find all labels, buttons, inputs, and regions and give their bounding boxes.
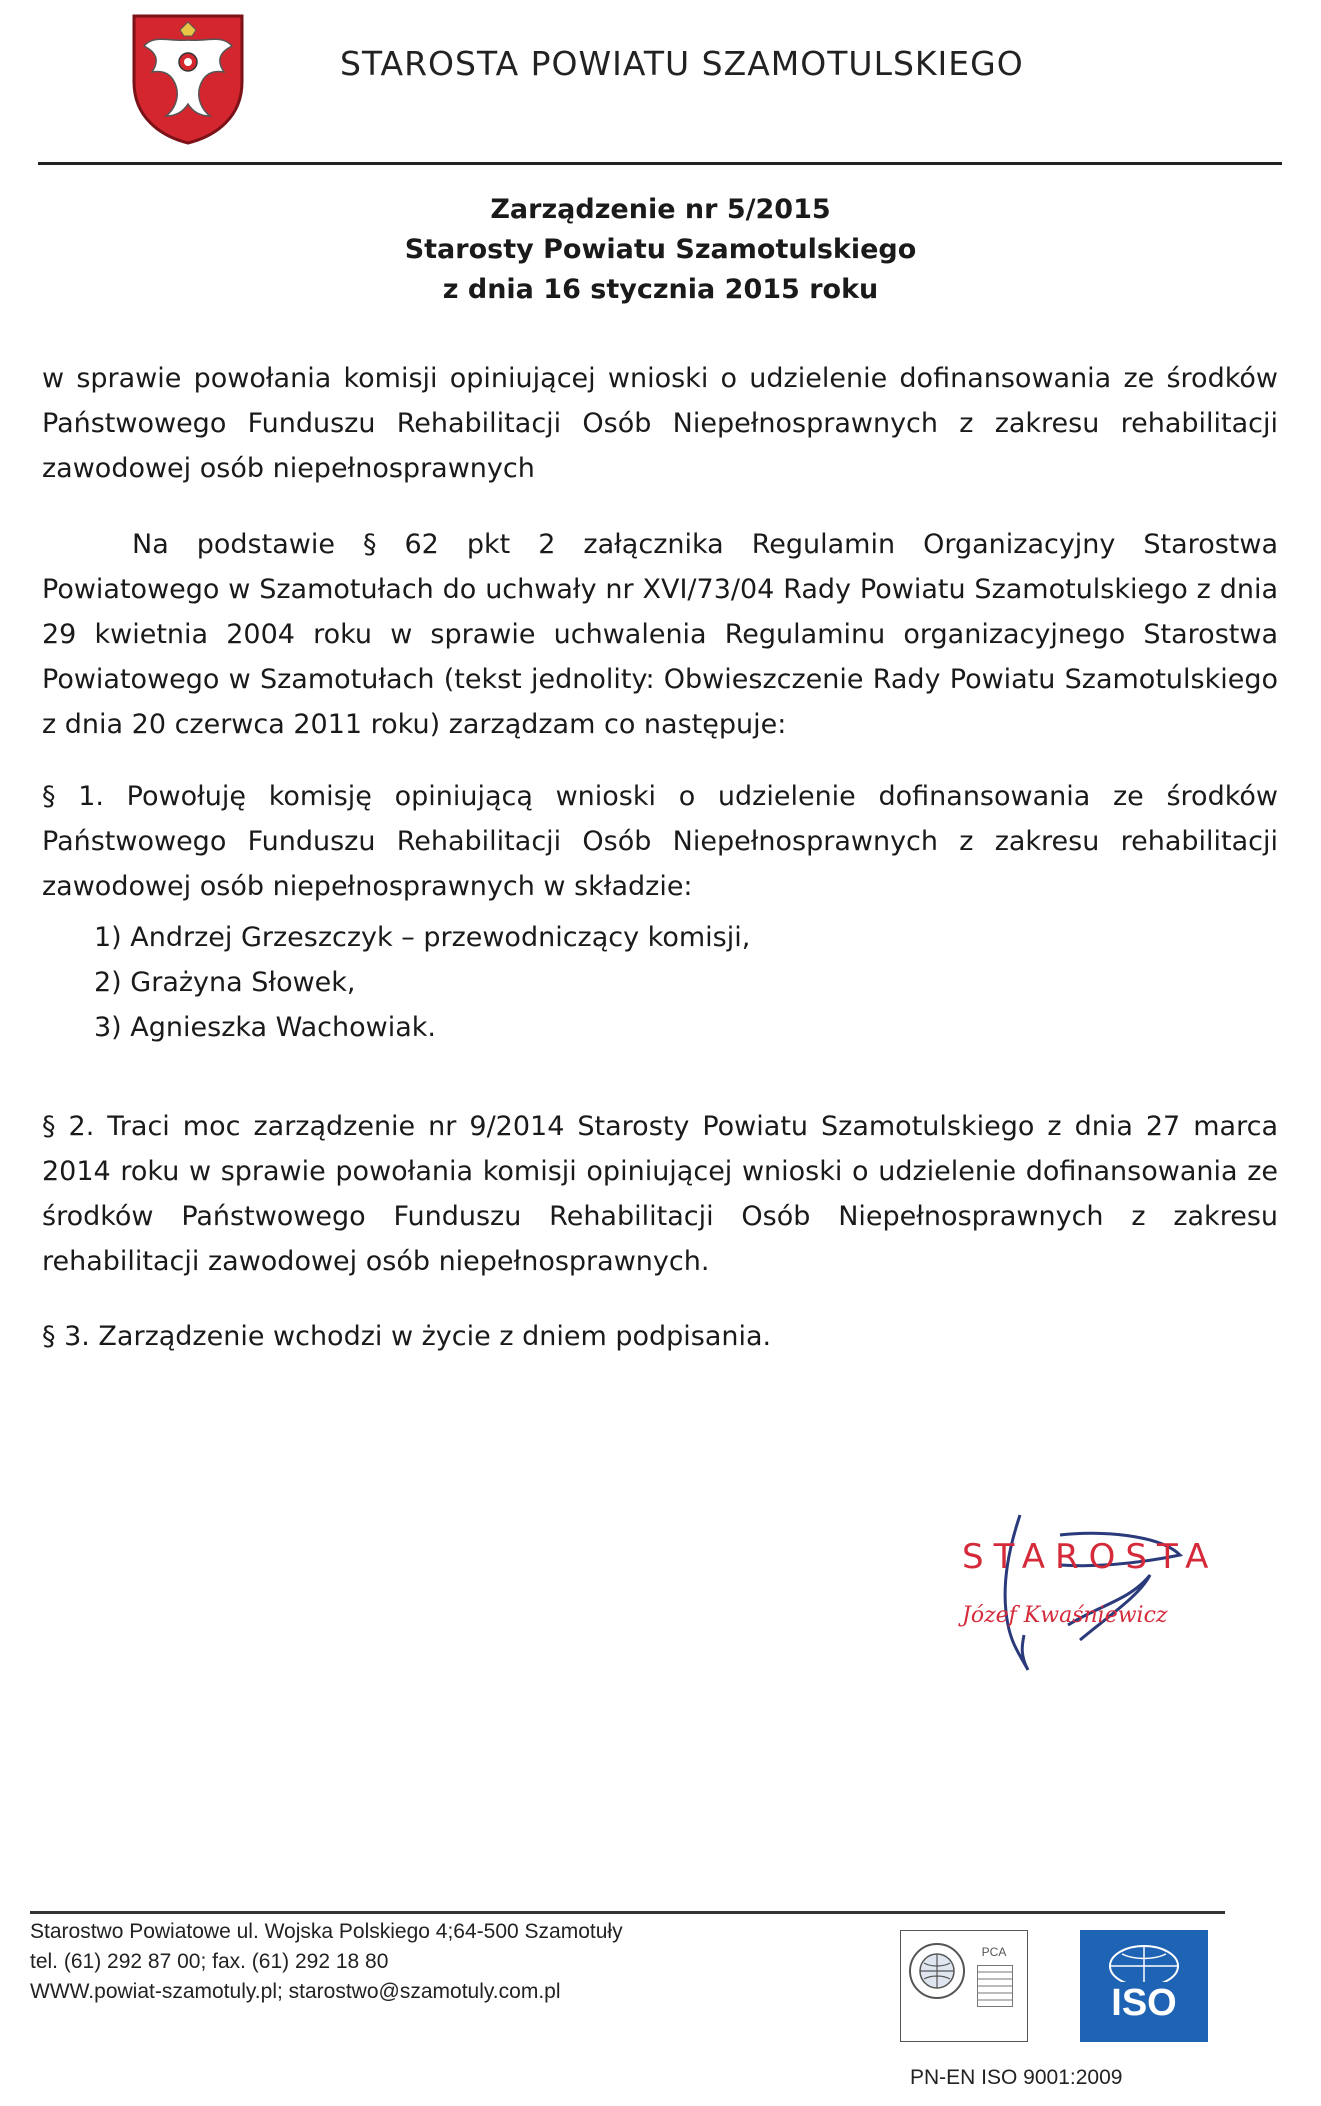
document-title: Zarządzenie nr 5/2015 [490,194,831,225]
member-item: 3) Agnieszka Wachowiak. [94,1012,436,1043]
certification-caption: PN-EN ISO 9001:2009 [910,2066,1123,2089]
document-preamble: Na podstawie § 62 pkt 2 załącznika Regulamin Organizacyjny Starostwa Powiatowego w Szamotułach do uchwały nr XVI/73/04 Rady Powiatu Szamotulskiego z dnia 29 kwietnia 2004 roku w sprawie uchwalenia Regulaminu organizacyjnego Starostwa Powiatowego w Szamotułach (tekst jednolity: Obwieszczenie Rady Powiatu Szamotulskiego z dnia 20 czerwca 2011 roku) zarządzam co następuje: [42,529,1278,740]
document-issuer: Starosty Powiatu Szamotulskiego [404,234,917,265]
document-subject: w sprawie powołania komisji opiniującej wnioski o udzielenie dofinansowania ze środków Państwowego Funduszu Rehabilitacji Osób Niepełnosprawnych z zakresu rehabilitacji zawodowej osób niepełnosprawnych [42,363,1278,484]
pca-certificate-logo [900,1930,1028,2042]
globe-icon [1104,1936,1184,1982]
section-1: § 1. Powołuję komisję opiniującą wnioski o udzielenie dofinansowania ze środków Państwowego Funduszu Rehabilitacji Osób Niepełnosprawnych z zakresu rehabilitacji zawodowej osób niepełnosprawnych w składzie: [42,781,1278,902]
section-2: § 2. Traci moc zarządzenie nr 9/2014 Starosty Powiatu Szamotulskiego z dnia 27 marca 2014 roku w sprawie powołania komisji opiniującej wnioski o udzielenie dofinansowania ze środków Państwowego Funduszu Rehabilitacji Osób Niepełnosprawnych z zakresu rehabilitacji zawodowej osób niepełnosprawnych. [42,1111,1278,1277]
footer-phone: tel. (61) 292 87 00; fax. (61) 292 18 80 [30,1950,389,1973]
globe-seal-icon [907,1941,967,2001]
iso-label: ISO [1111,1982,1177,2024]
pca-mark-icon [977,1965,1013,2007]
pca-label: PCA [981,1945,1007,1959]
document-date: z dnia 16 stycznia 2015 roku [442,274,879,305]
coat-of-arms-icon [130,12,246,146]
signature-stamp [950,1505,1250,1680]
handwritten-signature-icon [950,1505,1250,1680]
header-divider [38,162,1282,165]
footer-web-email: WWW.powiat-szamotuly.pl; starostwo@szamotuly.com.pl [30,1980,561,2003]
member-item: 1) Andrzej Grzeszczyk – przewodniczący komisji, [94,922,751,953]
stamp-name: Józef Kwaśniewicz [962,1603,1168,1628]
stamp-title: STAROSTA [962,1537,1219,1577]
header-title: STAROSTA POWIATU SZAMOTULSKIEGO [340,44,1024,83]
iso-logo [1080,1930,1208,2042]
footer-address: Starostwo Powiatowe ul. Wojska Polskiego 4;64-500 Szamotuły [30,1920,623,1943]
section-3: § 3. Zarządzenie wchodzi w życie z dniem podpisania. [42,1321,772,1352]
member-item: 2) Grażyna Słowek, [94,967,356,998]
footer-divider [30,1911,1225,1914]
